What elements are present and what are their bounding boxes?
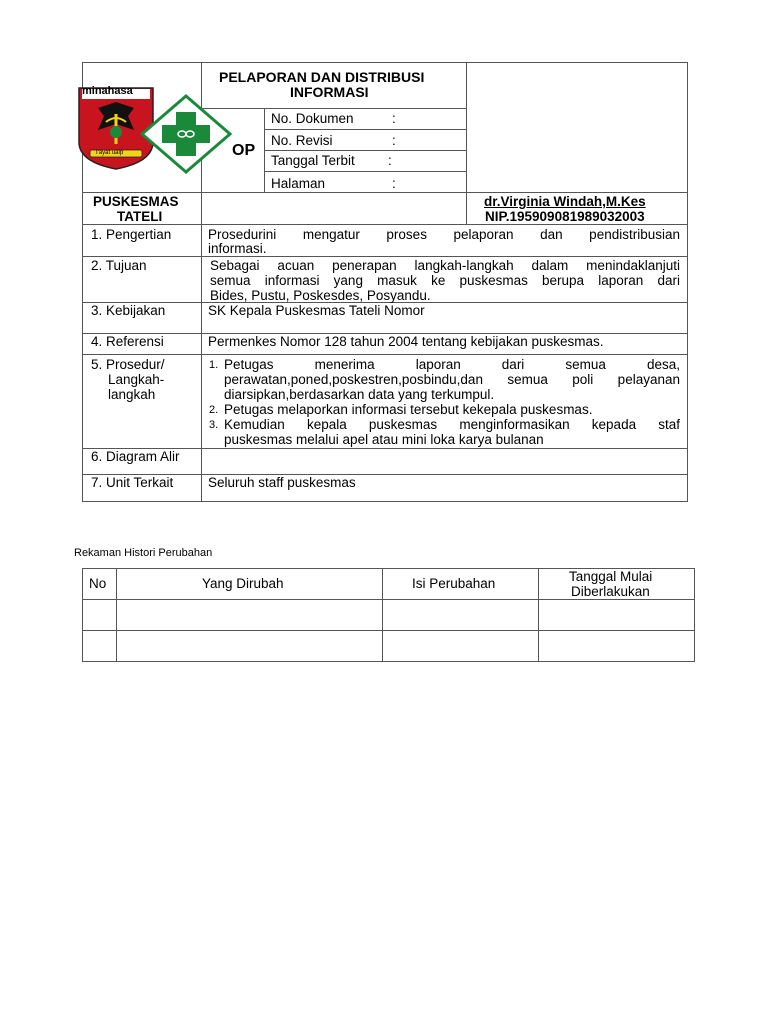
step-3-number: 3. bbox=[209, 419, 219, 431]
org-name-line1: PUSKESMAS bbox=[93, 194, 179, 209]
field-label-no-revisi: No. Revisi bbox=[271, 133, 333, 148]
referensi-text: Permenkes Nomor 128 tahun 2004 tentang kebijakan puskesmas. bbox=[208, 334, 604, 349]
history-header-yang-dirubah: Yang Dirubah bbox=[202, 576, 284, 591]
signer-nip: NIP.195909081989032003 bbox=[485, 209, 645, 224]
history-header-isi-perubahan: Isi Perubahan bbox=[412, 576, 496, 591]
header-right-divider bbox=[466, 62, 467, 224]
row-label-prosedur-line1: 5. Prosedur/ bbox=[91, 357, 165, 372]
document-title-line1: PELAPORAN DAN DISTRIBUSI bbox=[219, 69, 425, 85]
tujuan-text-line3: Bides, Pustu, Poskesdes, Posyandu. bbox=[210, 288, 431, 303]
row-label-unit-terkait: 7. Unit Terkait bbox=[91, 475, 174, 490]
step-1-number: 1. bbox=[209, 359, 219, 371]
row-label-referensi: 4. Referensi bbox=[91, 334, 164, 349]
signer-name: dr.Virginia Windah,M.Kes bbox=[484, 194, 646, 209]
field-label-tanggal-terbit: Tanggal Terbit bbox=[271, 153, 355, 168]
pengertian-text-line2: informasi. bbox=[208, 241, 267, 256]
step-1-line2: perawatan,poned,poskestren,posbindu,dan semua poli pelayanan bbox=[224, 372, 680, 387]
row-line-2 bbox=[82, 256, 688, 257]
history-header-no: No bbox=[89, 576, 107, 591]
tujuan-text-line1: Sebagai acuan penerapan langkah-langkah dalam menindaklanjuti bbox=[210, 258, 680, 273]
step-3-line1: Kemudian kepala puskesmas menginformasikan kepada staf bbox=[224, 417, 680, 432]
header-bottom-line bbox=[82, 192, 688, 193]
field-line-1 bbox=[264, 129, 466, 130]
step-1-line1: Petugas menerima laporan dari semua desa, bbox=[224, 357, 680, 372]
field-label-halaman: Halaman bbox=[271, 176, 326, 191]
field-sep-no-dokumen: : bbox=[392, 111, 396, 126]
field-sep-tanggal-terbit: : bbox=[388, 153, 392, 168]
kebijakan-text: SK Kepala Puskesmas Tateli Nomor bbox=[208, 303, 425, 318]
row-label-prosedur-line3: langkah bbox=[108, 387, 156, 402]
step-2-line1: Petugas melaporkan informasi tersebut kekepala puskesmas. bbox=[224, 402, 593, 417]
history-header-tanggal-line2: Diberlakukan bbox=[571, 584, 650, 599]
row-label-diagram-alir: 6. Diagram Alir bbox=[91, 449, 180, 464]
pengertian-text-line1: Prosedurini mengatur proses pelaporan dan pendistribusian bbox=[208, 227, 680, 242]
history-row-line bbox=[82, 630, 695, 631]
unit-terkait-text: Seluruh staff puskesmas bbox=[208, 475, 356, 490]
row-label-tujuan: 2. Tujuan bbox=[91, 258, 147, 273]
history-col-3 bbox=[538, 568, 539, 662]
field-line-2 bbox=[264, 150, 466, 151]
history-col-2 bbox=[382, 568, 383, 662]
logo-region-text: minahasa bbox=[82, 85, 133, 97]
tujuan-text-line2: semua informasi yang masuk ke puskesmas berupa laporan dari bbox=[210, 273, 680, 288]
row-label-pengertian: 1. Pengertian bbox=[91, 227, 172, 242]
org-name-line2: TATELI bbox=[117, 209, 163, 224]
field-sep-no-revisi: : bbox=[392, 133, 396, 148]
sop-label-fragment: OP bbox=[232, 142, 256, 159]
document-title-line2: INFORMASI bbox=[290, 84, 369, 100]
puskesmas-logo bbox=[140, 94, 232, 174]
history-title: Rekaman Histori Perubahan bbox=[74, 547, 213, 559]
step-3-line2: puskesmas melalui apel atau mini loka karya bulanan bbox=[224, 432, 544, 447]
history-col-1 bbox=[116, 568, 117, 662]
history-header-line bbox=[82, 599, 695, 600]
title-bottom-line bbox=[201, 108, 466, 109]
field-sep-halaman: : bbox=[392, 176, 396, 191]
row-line-1 bbox=[82, 224, 688, 225]
field-label-no-dokumen: No. Dokumen bbox=[271, 111, 354, 126]
field-line-3 bbox=[264, 171, 466, 172]
logo-banner-text: I'ayat ualp bbox=[96, 150, 124, 156]
step-2-number: 2. bbox=[209, 404, 219, 416]
row-line-5 bbox=[82, 354, 688, 355]
row-label-prosedur-line2: Langkah- bbox=[108, 372, 165, 387]
history-header-tanggal-line1: Tanggal Mulai bbox=[569, 569, 653, 584]
step-1-line3: diarsipkan,berdasarkan data yang terkumpul. bbox=[224, 387, 495, 402]
row-label-kebijakan: 3. Kebijakan bbox=[91, 303, 166, 318]
